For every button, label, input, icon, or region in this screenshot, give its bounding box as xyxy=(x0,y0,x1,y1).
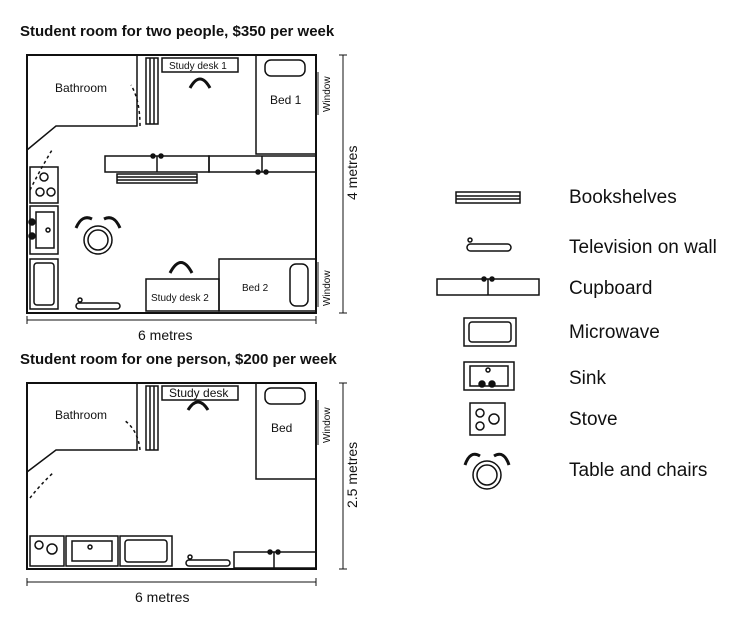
width-dimension xyxy=(27,578,316,586)
legend-label-bookshelves: Bookshelves xyxy=(569,187,677,208)
chair-icon xyxy=(170,263,192,274)
television-icon xyxy=(186,555,230,566)
legend-label-cupboard: Cupboard xyxy=(569,278,653,299)
sink-icon xyxy=(464,362,514,390)
bookshelves-icon xyxy=(117,174,197,183)
height-label: 4 metres xyxy=(344,145,360,200)
bed-label: Bed xyxy=(271,421,293,435)
bathroom-label: Bathroom xyxy=(55,408,108,422)
height-label: 2.5 metres xyxy=(344,441,360,508)
microwave-icon xyxy=(464,318,516,346)
television-icon xyxy=(467,238,511,251)
pillow-icon xyxy=(290,264,308,306)
bathroom-walls xyxy=(27,383,137,472)
cupboard-icon xyxy=(105,154,209,172)
plan-title: Student room for one person, $200 per week xyxy=(20,351,337,368)
study-desk-2-label: Study desk 2 xyxy=(151,293,209,304)
window-label: Window xyxy=(322,76,333,112)
bathroom-label: Bathroom xyxy=(55,81,108,95)
width-dimension xyxy=(27,316,316,324)
legend-label-television: Television on wall xyxy=(569,237,717,258)
stove-icon xyxy=(30,167,58,203)
bathroom-door-swing xyxy=(131,85,140,126)
pillow-icon xyxy=(265,388,305,404)
television-icon xyxy=(76,298,120,309)
plan-title: Student room for two people, $350 per week xyxy=(20,23,335,40)
bathroom-walls xyxy=(27,55,137,150)
bookshelves-icon xyxy=(146,386,158,450)
table-and-chairs-icon xyxy=(465,454,509,489)
sink-icon xyxy=(66,536,118,566)
bathroom-door-swing xyxy=(30,150,52,190)
width-label: 6 metres xyxy=(135,589,190,605)
pillow-icon xyxy=(265,60,305,76)
window-label: Window xyxy=(322,407,333,443)
cupboard-icon xyxy=(234,550,316,568)
chair-icon xyxy=(190,79,210,88)
window-label: Window xyxy=(322,270,333,306)
stove-icon xyxy=(470,403,505,435)
legend xyxy=(437,187,717,489)
bathroom-door-swing xyxy=(30,472,54,498)
bed-1-label: Bed 1 xyxy=(270,93,302,107)
cupboard-icon xyxy=(209,156,316,174)
stove-icon xyxy=(30,536,64,566)
microwave-icon xyxy=(30,259,58,309)
chair-icon xyxy=(188,402,208,410)
sink-icon xyxy=(29,206,58,254)
legend-label-table-and-chairs: Table and chairs xyxy=(569,460,708,481)
plan-two-person xyxy=(20,23,360,343)
plan-one-person xyxy=(20,351,360,605)
bookshelves-icon xyxy=(146,58,158,124)
study-desk-1-label: Study desk 1 xyxy=(169,61,227,72)
bed-2-label: Bed 2 xyxy=(242,283,269,294)
bookshelves-icon xyxy=(456,192,520,203)
cupboard-icon xyxy=(437,277,539,295)
width-label: 6 metres xyxy=(138,327,193,343)
table-and-chairs-icon xyxy=(76,218,120,254)
legend-label-sink: Sink xyxy=(569,368,606,389)
legend-label-microwave: Microwave xyxy=(569,322,660,343)
study-desk-label: Study desk xyxy=(169,386,229,400)
microwave-icon xyxy=(120,536,172,566)
legend-label-stove: Stove xyxy=(569,409,618,430)
